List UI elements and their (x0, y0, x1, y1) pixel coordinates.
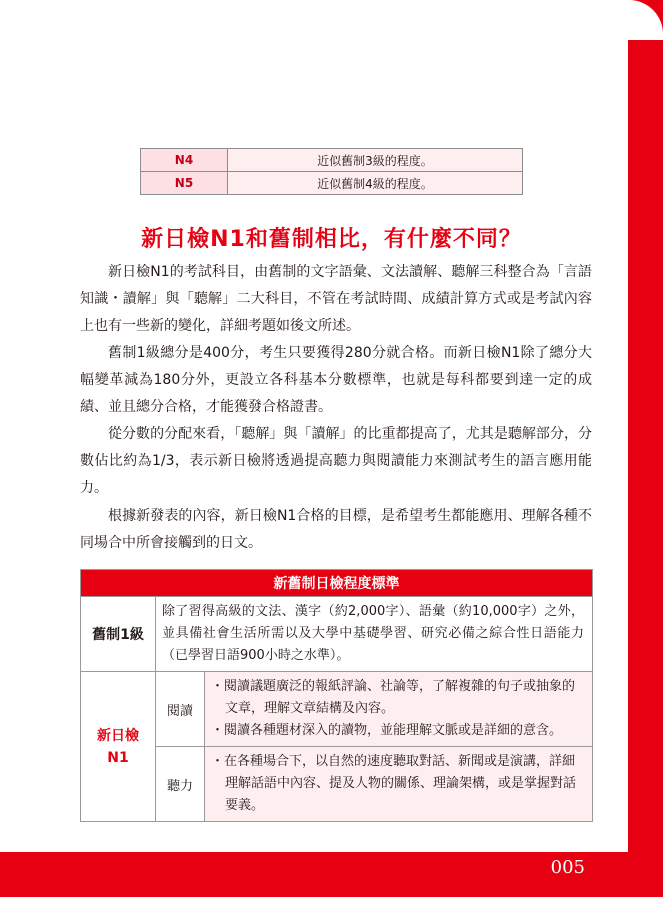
table-row (81, 597, 593, 672)
paragraph: 根據新發表的內容，新日檢N1合格的目標，是希望考生都能應用、理解各種不同場合中所會接觸到的日文。 (80, 508, 592, 551)
page-frame-right (628, 0, 663, 897)
table-row (141, 172, 523, 195)
old-level-text: 除了習得高級的文法、漢字（約2,000字）、語彙（約10,000字）之外，並具備社會生活所需以及大學中基礎學習、研究必備之綜合性日語能力（已學習日語900小時之水準）。 (156, 597, 593, 672)
listening-item: ・在各種場合下，以自然的速度聽取對話、新聞或是演講，詳細理解話語中內容、提及人物的關係、理論架構，或是掌握對話要義。 (211, 754, 577, 813)
paragraph: 從分數的分配來看，「聽解」與「讀解」的比重都提高了，尤其是聽解部分，分數佔比約為1/3，表示新日檢將透過提高聽力與閱讀能力來測試考生的語言應用能力。 (80, 426, 592, 496)
new-level-label-line2: N1 (107, 749, 129, 766)
listening-text (205, 747, 593, 822)
standard-table (80, 569, 593, 822)
reading-label: 閱讀 (156, 672, 205, 747)
level-cell: N5 (141, 172, 228, 195)
reading-item: ・閱讀各種題材深入的讀物，並能理解文脈或是詳細的意含。 (211, 723, 563, 738)
page-number: 005 (550, 857, 585, 878)
paragraph: 舊制1級總分是400分，考生只要獲得280分就合格。而新日檢N1除了總分大幅變革減為180分外，更設立各科基本分數標準，也就是每科都要到達一定的成績、並且總分合格，才能獲發合格證書。 (80, 345, 592, 415)
reading-item: ・閱讀議題廣泛的報紙評論、社論等，了解複雜的句子或抽象的文章，理解文章結構及內容。 (211, 679, 576, 716)
new-level-label-line1: 新日檢 (97, 727, 139, 744)
listening-label: 聽力 (156, 747, 205, 822)
table-header-row (81, 570, 593, 597)
table-title: 新舊制日檢程度標準 (81, 570, 593, 597)
table-row (81, 747, 593, 822)
level-table (140, 148, 523, 195)
old-level-label: 舊制1級 (81, 597, 156, 672)
level-description: 近似舊制4級的程度。 (228, 172, 523, 195)
section-title: 新日檢N1和舊制相比，有什麼不同？ (141, 227, 522, 252)
reading-text (205, 672, 593, 747)
body-text (80, 259, 592, 557)
level-description: 近似舊制3級的程度。 (228, 149, 523, 172)
new-level-label (81, 672, 156, 822)
page-frame-bottom-corner (600, 820, 628, 852)
table-row (141, 149, 523, 172)
level-cell: N4 (141, 149, 228, 172)
paragraph: 新日檢N1的考試科目，由舊制的文字語彙、文法讀解、聽解三科整合為「言語知識・讀解」與「聽解」二大科目，不管在考試時間、成績計算方式或是考試內容上也有一些新的變化，詳細考題如後文所述。 (80, 264, 592, 334)
table-row (81, 672, 593, 747)
